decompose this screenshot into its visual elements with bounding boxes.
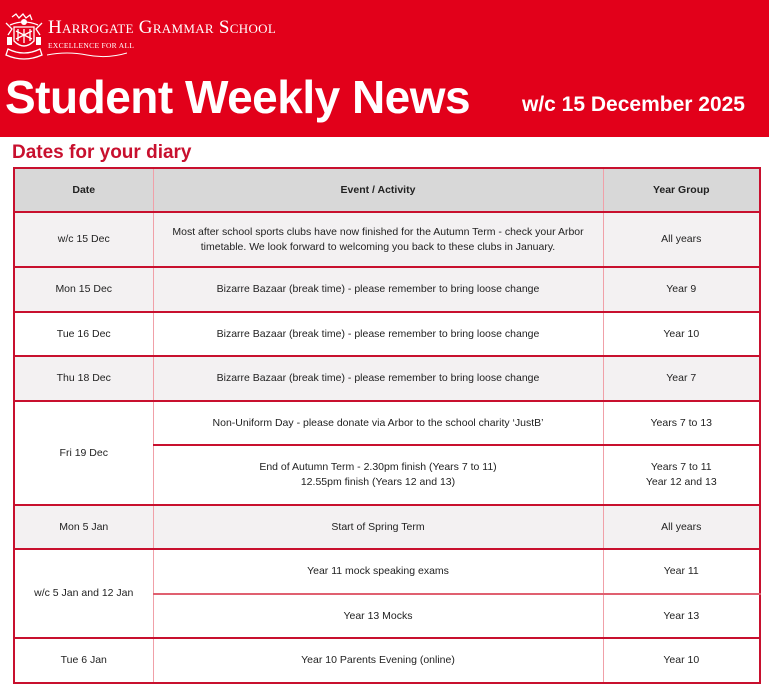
column-header-year-group: Year Group (603, 168, 760, 212)
event-cell: Non-Uniform Day - please donate via Arbor to the school charity ‘JustB’ (153, 401, 603, 445)
diary-table (13, 167, 761, 684)
date-cell: Tue 6 Jan (14, 638, 153, 683)
page-title: Student Weekly News (5, 71, 471, 123)
date-cell: Fri 19 Dec (14, 401, 153, 505)
school-crest-icon (4, 13, 44, 61)
column-header-event: Event / Activity (153, 168, 603, 212)
event-cell: Bizarre Bazaar (break time) - please remember to bring loose change (153, 267, 603, 312)
date-cell: Thu 18 Dec (14, 356, 153, 401)
year-group-cell: Year 11 (603, 549, 760, 594)
year-group-cell: Year 9 (603, 267, 760, 312)
table-header-row (14, 168, 760, 212)
event-text: 12.55pm finish (Years 12 and 13) (300, 476, 456, 488)
school-name: Harrogate Grammar School (48, 17, 277, 38)
table-row (14, 267, 760, 312)
table-row (14, 638, 760, 683)
event-text: End of Autumn Term - 2.30pm finish (Years 7 to 11) (259, 461, 497, 473)
year-group-cell: All years (603, 505, 760, 549)
event-cell (153, 212, 603, 267)
event-cell: Year 10 Parents Evening (online) (153, 638, 603, 683)
year-group-cell: Year 10 (603, 638, 760, 683)
table-row (14, 505, 760, 549)
section-title: Dates for your diary (12, 142, 192, 163)
issue-date: w/c 15 December 2025 (522, 93, 745, 116)
event-cell: Bizarre Bazaar (break time) - please remember to bring loose change (153, 356, 603, 401)
event-cell: Year 13 Mocks (153, 594, 603, 638)
event-cell: Start of Spring Term (153, 505, 603, 549)
event-text: Most after school sports clubs have now finished for the Autumn Term - check your Arbor (172, 225, 584, 238)
date-cell: w/c 5 Jan and 12 Jan (14, 549, 153, 638)
table-row (14, 312, 760, 356)
year-group-cell: All years (603, 212, 760, 267)
event-cell: Year 11 mock speaking exams (153, 549, 603, 594)
year-group-cell: Year 10 (603, 312, 760, 356)
date-cell: Mon 15 Dec (14, 267, 153, 312)
table-row (14, 356, 760, 401)
year-group-cell: Year 13 (603, 594, 760, 638)
table-row (14, 212, 760, 267)
year-group-cell (603, 445, 760, 505)
school-motto: EXCELLENCE FOR ALL (48, 41, 135, 50)
date-cell: Tue 16 Dec (14, 312, 153, 356)
year-group-cell: Years 7 to 13 (603, 401, 760, 445)
year-group-cell: Year 7 (603, 356, 760, 401)
column-header-date: Date (14, 168, 153, 212)
table-row (14, 401, 760, 445)
event-cell: Bizarre Bazaar (break time) - please remember to bring loose change (153, 312, 603, 356)
event-cell (153, 445, 603, 505)
event-text: timetable. We look forward to welcoming you back to these clubs in January. (200, 240, 556, 253)
header-banner (0, 0, 769, 137)
table-row (14, 549, 760, 594)
swoosh-decoration-icon (47, 49, 127, 59)
year-text: Year 12 and 13 (645, 476, 717, 488)
date-cell: Mon 5 Jan (14, 505, 153, 549)
date-cell: w/c 15 Dec (14, 212, 153, 267)
year-text: Years 7 to 11 (650, 461, 712, 473)
